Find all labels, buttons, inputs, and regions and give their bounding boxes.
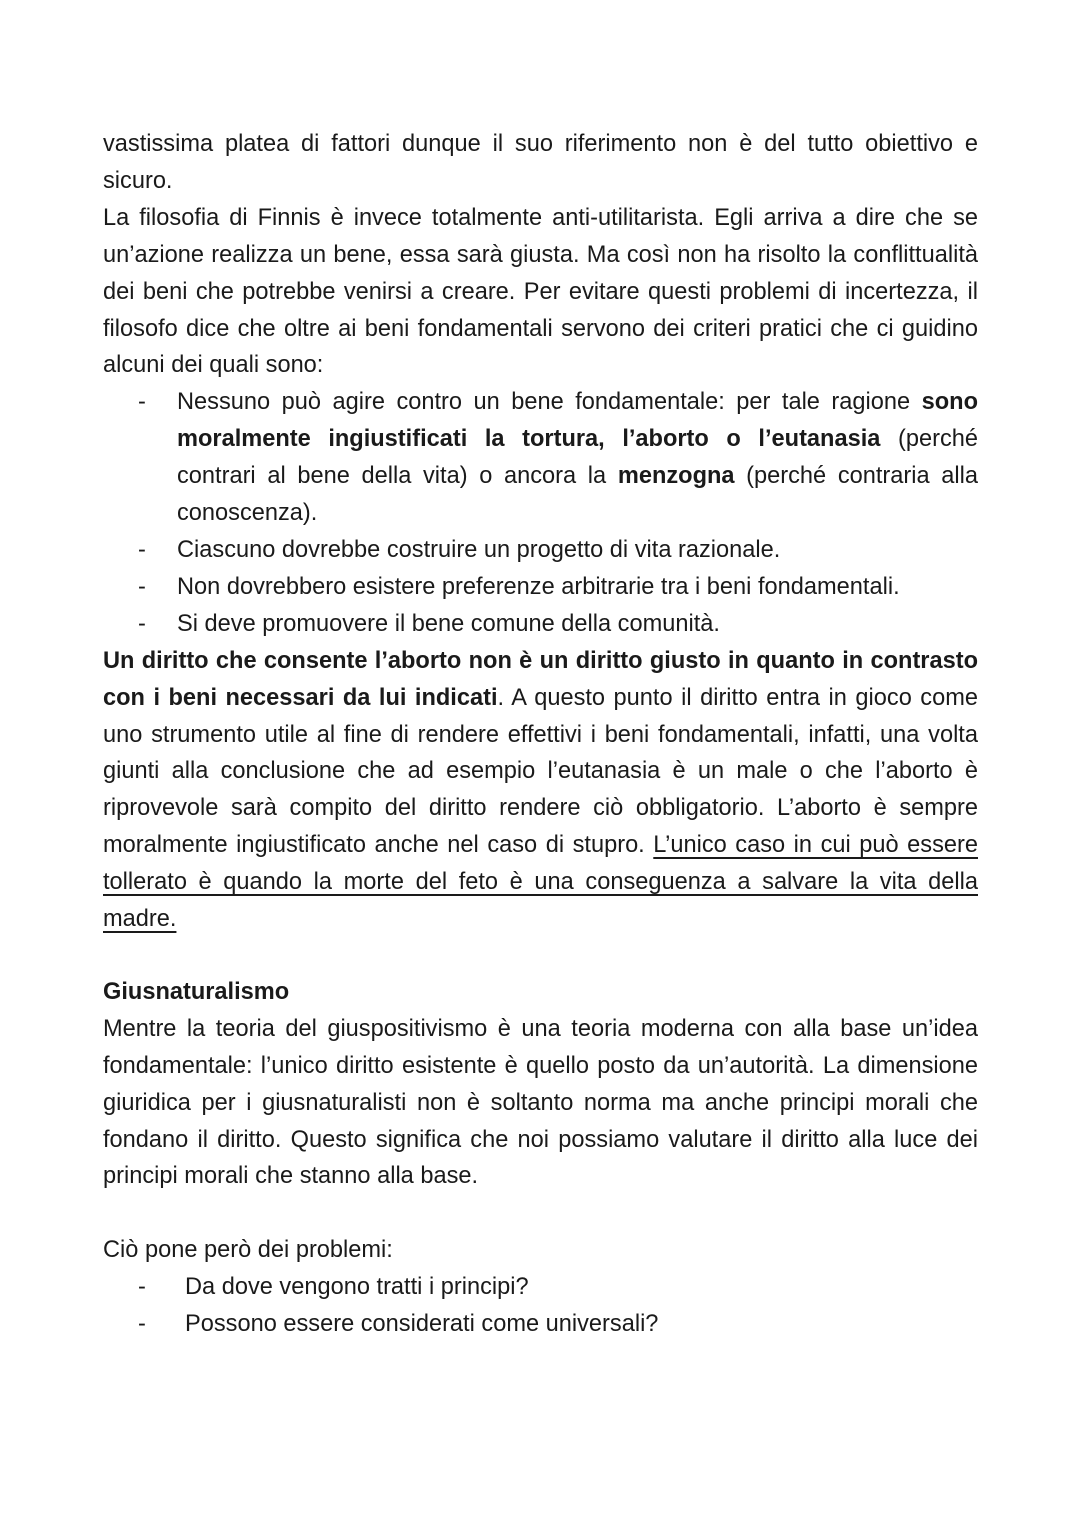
problems-intro: Ciò pone però dei problemi:	[103, 1237, 393, 1264]
bullet-dash: -	[138, 536, 146, 563]
intro-paragraph: vastissima platea di fattori dunque il suo riferimento non è del tutto obiettivo e sicuro.	[103, 131, 978, 194]
giusnaturalismo-paragraph: Mentre la teoria del giuspositivismo è una teoria moderna con alla base un’idea fondamentale: l’unico diritto esistente è quello posto da un’autorità. La dimensione giuridica per i giusnaturalisti non è soltanto norma ma anche principi morali che fondano il diritto. Questo significa che noi possiamo valutare il diritto alla luce dei principi morali che stanno alla base.	[103, 1015, 978, 1190]
criterion-text: Ciascuno dovrebbe costruire un progetto di vita razionale.	[177, 536, 781, 563]
criterion-text: Non dovrebbero esistere preferenze arbitrarie tra i beni fondamentali.	[177, 573, 900, 600]
problems-list	[103, 1269, 978, 1343]
abortion-bold-statement: Un diritto che consente l’aborto non è un diritto giusto in quanto in contrasto con i beni necessari da lui indicati	[103, 647, 978, 711]
list-item	[103, 532, 978, 569]
bullet-dash: -	[138, 610, 146, 637]
criterion-text-3: (perché contraria alla conoscenza).	[177, 463, 979, 527]
spacer	[103, 938, 978, 974]
criterion-bold-2: menzogna	[617, 463, 735, 490]
list-item	[103, 569, 978, 606]
criterion-text-2: (perché contrari al bene della vita) o ancora la	[177, 426, 978, 490]
bullet-dash: -	[138, 1274, 146, 1301]
abortion-text: . A questo punto il diritto entra in gioco come uno strumento utile al fine di rendere effettivi i beni fondamentali, infatti, una volta giunti alla conclusione che ad esempio l’eutanasia è un male o che l’aborto è riprovevole sarà compito del diritto rendere ciò obbligatorio. L’aborto è sempre moralmente ingiustificato anche nel caso di stupro.	[103, 684, 979, 859]
list-item	[103, 606, 978, 643]
list-item	[103, 1269, 978, 1306]
section-heading: Giusnaturalismo	[103, 978, 290, 1005]
spacer	[103, 1195, 978, 1232]
question-text: Possono essere considerati come universali?	[185, 1311, 659, 1338]
abortion-paragraph	[103, 643, 978, 938]
finnis-paragraph: La filosofia di Finnis è invece totalmente anti-utilitarista. Egli arriva a dire che se un’azione realizza un bene, essa sarà giusta. Ma così non ha risolto la conflittualità dei beni che potrebbe venirsi a creare. Per evitare questi problemi di incertezza, il filosofo dice che oltre ai beni fondamentali servono dei criteri pratici che ci guidino alcuni dei quali sono:	[103, 204, 978, 379]
document-page	[103, 126, 978, 1343]
criterion-bold: sono moralmente ingiustificati la tortura, l’aborto o l’eutanasia	[177, 389, 978, 453]
abortion-underlined-text: L’unico caso in cui può essere tollerato è quando la morte del feto è una conseguenza a salvare la vita della madre.	[103, 832, 978, 933]
criterion-text: Nessuno può agire contro un bene fondamentale: per tale ragione	[177, 389, 922, 416]
criterion-text: Si deve promuovere il bene comune della comunità.	[177, 610, 720, 637]
bullet-dash: -	[138, 573, 146, 600]
criteria-list	[103, 384, 978, 642]
bullet-dash: -	[138, 1311, 146, 1338]
bullet-dash: -	[138, 389, 146, 416]
list-item	[103, 384, 978, 532]
question-text: Da dove vengono tratti i principi?	[185, 1274, 529, 1301]
list-item	[103, 1306, 978, 1343]
